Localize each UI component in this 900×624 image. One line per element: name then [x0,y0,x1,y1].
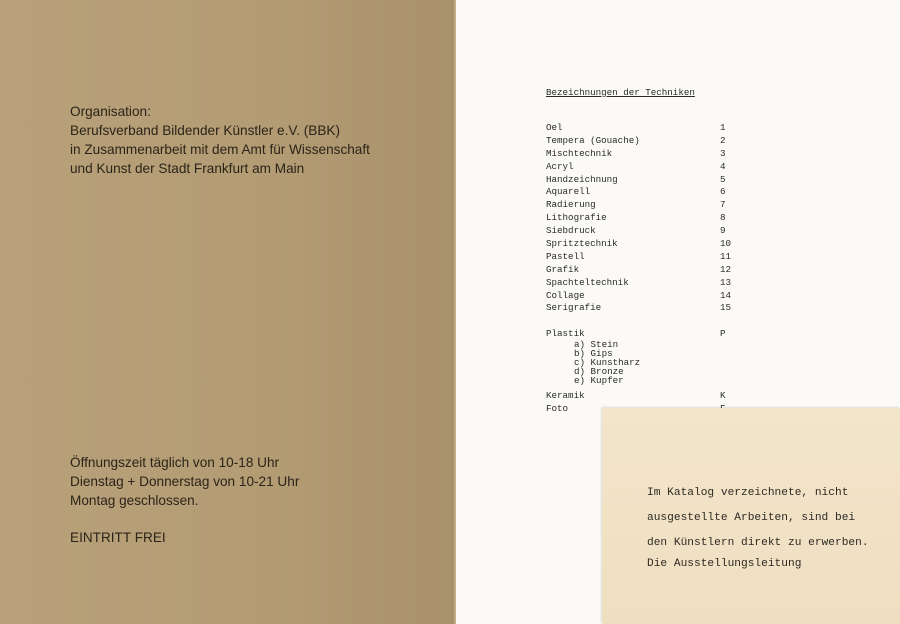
technique-row [546,135,736,148]
technique-name: Acryl [546,160,574,172]
technique-name: Spritztechnik [546,238,618,250]
techniques-list [546,122,736,315]
technique-row [546,290,736,303]
technique-code: 4 [720,160,726,172]
technique-code: K [720,390,726,401]
technique-code: 14 [720,289,732,301]
technique-name: Aquarell [546,186,591,198]
admission-text: EINTRITT FREI [70,530,166,545]
technique-name: Plastik [546,328,585,339]
technique-code: 10 [720,238,732,250]
opening-hours-line: Dienstag + Donnerstag von 10-21 Uhr [70,474,300,489]
technique-row [546,302,736,315]
technique-name: Pastell [546,250,585,262]
technique-code: 12 [720,263,732,275]
technique-name: Tempera (Gouache) [546,134,640,146]
technique-row [546,277,736,290]
technique-code: 8 [720,212,726,224]
techniques-heading: Bezeichnungen der Techniken [546,87,695,98]
technique-row [546,212,736,225]
organisation-block [70,102,370,178]
organisation-label: Organisation: [70,104,151,119]
technique-row [546,148,736,161]
technique-code: 13 [720,276,732,288]
technique-code: 3 [720,147,726,159]
technique-code: 1 [720,122,726,133]
technique-row [546,251,736,264]
technique-row [546,390,736,403]
technique-name: Siebdruck [546,225,596,237]
plastik-material: e) Kupfer [574,374,624,386]
technique-code: 7 [720,199,726,211]
technique-row [546,264,736,277]
inserted-note-card [602,408,900,624]
technique-row [546,122,736,135]
plastik-material: a) Stein [574,338,619,350]
technique-code: P [720,328,726,339]
technique-name: Oel [546,122,563,133]
plastik-material: b) Gips [574,347,613,359]
note-line: den Künstlern direkt zu erwerben. [647,537,869,549]
technique-code: 5 [720,173,726,185]
technique-name: Serigrafie [546,302,602,314]
technique-name: Mischtechnik [546,147,613,159]
technique-code: 6 [720,186,726,198]
technique-name: Lithografie [546,212,607,224]
technique-row [546,225,736,238]
opening-hours-block [70,453,299,510]
technique-name: Keramik [546,390,585,401]
technique-code: 9 [720,225,726,237]
technique-name: Spachteltechnik [546,276,629,288]
technique-code: 15 [720,302,732,314]
technique-name: Handzeichnung [546,173,618,185]
opening-hours-line: Montag geschlossen. [70,493,199,508]
note-text [647,481,869,556]
plastik-material: c) Kunstharz [574,356,641,368]
technique-name: Foto [546,402,569,414]
technique-row [546,199,736,212]
technique-name: Collage [546,289,585,301]
organisation-line: Berufsverband Bildender Künstler e.V. (BBK) [70,123,341,138]
technique-code: 11 [720,250,732,262]
technique-name: Radierung [546,199,596,211]
note-line: ausgestellte Arbeiten, sind bei [647,512,856,524]
note-signature: Die Ausstellungsleitung [647,558,802,570]
technique-row [546,238,736,251]
plastik-material: d) Bronze [574,365,624,377]
technique-name: Grafik [546,263,580,275]
technique-code: 2 [720,134,726,146]
opening-hours-line: Öffnungszeit täglich von 10-18 Uhr [70,455,280,470]
note-line: Im Katalog verzeichnete, nicht [647,487,849,499]
technique-row [546,174,736,187]
organisation-line: in Zusammenarbeit mit dem Amt für Wissenschaft [70,142,370,157]
technique-row [546,186,736,199]
plastik-section [546,328,736,385]
organisation-line: und Kunst der Stadt Frankfurt am Main [70,161,305,176]
technique-row [546,161,736,174]
